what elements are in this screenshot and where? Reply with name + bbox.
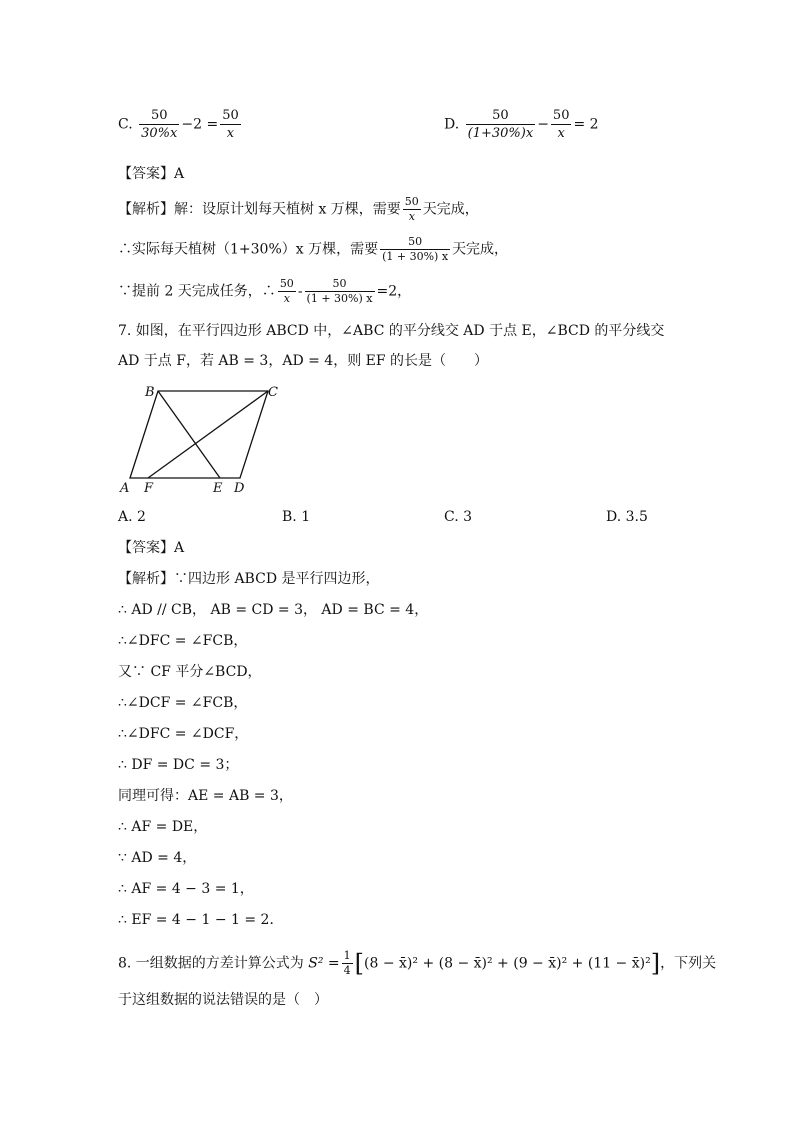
vertex-label-a: A xyxy=(120,481,130,496)
fraction xyxy=(220,108,241,141)
fraction xyxy=(380,236,450,263)
q7-option-d: D. 3.5 xyxy=(606,509,648,525)
fraction xyxy=(278,278,296,305)
fraction-numerator: 50 xyxy=(150,108,168,123)
point-label-f: F xyxy=(144,481,154,496)
text: 【解析】解：设原计划每天植树 x 万棵，需要 xyxy=(118,201,401,218)
fraction-denominator: x xyxy=(403,209,421,223)
vertex-label-c: C xyxy=(268,385,278,400)
fraction xyxy=(403,196,421,223)
fraction-numerator: 50 xyxy=(408,235,423,248)
q7-solution-line: ∴∠DCF = ∠FCB， xyxy=(118,695,248,711)
fraction-numerator: 50 xyxy=(222,108,239,123)
fraction-denominator: 30%x xyxy=(141,126,178,141)
bisector-be xyxy=(158,391,220,478)
q7-solution-line: ∴∠DFC = ∠DCF， xyxy=(118,726,249,742)
math-operator: - xyxy=(297,283,303,300)
fraction xyxy=(466,108,536,141)
fraction-numerator: 50 xyxy=(332,277,347,290)
bracket-right: ] xyxy=(650,949,661,978)
text: ，下列关 xyxy=(660,955,717,972)
fraction xyxy=(305,278,375,305)
q7-option-c: C. 3 xyxy=(444,509,473,525)
q7-option-b: B. 1 xyxy=(282,509,311,525)
text: ∴实际每天植树（1+30%）x 万棵，需要 xyxy=(118,241,379,258)
text: =2， xyxy=(376,283,412,300)
fraction-denominator: 4 xyxy=(343,964,351,977)
q8-stem-line1 xyxy=(118,950,716,977)
fraction-denominator: x xyxy=(551,124,572,141)
fraction xyxy=(139,108,179,141)
q7-option-a: A. 2 xyxy=(118,509,146,525)
bisector-cf xyxy=(148,391,268,478)
fraction-numerator: 50 xyxy=(492,108,509,123)
parallelogram-figure xyxy=(118,380,288,498)
option-label: D. xyxy=(444,116,460,133)
fraction-denominator: (1+30%)x xyxy=(467,126,534,141)
fraction-denominator: (1 + 30%) x xyxy=(306,292,373,305)
text: ∵提前 2 天完成任务，∴ xyxy=(118,283,276,300)
vertex-label-b: B xyxy=(145,385,155,400)
q7-solution-line: ∴∠DFC = ∠FCB， xyxy=(118,633,248,649)
point-label-e: E xyxy=(213,481,223,496)
q7-solution-line: ∵ AD = 4， xyxy=(118,850,197,866)
math-operator: − xyxy=(537,116,549,133)
q7-stem-line1: 7. 如图，在平行四边形 ABCD 中，∠ABC 的平分线交 AD 于点 E，∠BCD 的平分线交 xyxy=(118,323,665,339)
q6-answer: 【答案】A xyxy=(118,166,185,182)
q7-solution-line: 同理可得：AE = AB = 3， xyxy=(118,788,293,804)
q7-solution-line: ∴ AD // CB， AB = CD = 3， AD = BC = 4， xyxy=(118,602,429,618)
parallelogram-abcd xyxy=(130,391,268,478)
q6-analysis-line3 xyxy=(118,278,411,305)
fraction-denominator: x xyxy=(220,124,241,141)
fraction-numerator: 50 xyxy=(279,277,294,290)
q7-solution-line: 【解析】∵四边形 ABCD 是平行四边形， xyxy=(118,571,380,587)
q7-solution-line: ∴ AF = 4 − 3 = 1， xyxy=(118,881,254,897)
fraction xyxy=(342,950,353,977)
text: 天完成， xyxy=(452,241,509,258)
formula-body: (8 − x̄)² + (8 − x̄)² + (9 − x̄)² + (11 − x̄)² xyxy=(364,955,651,972)
q6-option-c xyxy=(118,108,243,141)
q8-stem-line2: 于这组数据的说法错误的是（ ） xyxy=(118,992,328,1008)
vertex-label-d: D xyxy=(234,481,245,496)
q6-analysis-line2 xyxy=(118,236,508,263)
math-operator: = 2 xyxy=(573,116,599,133)
q7-stem-line2: AD 于点 F，若 AB = 3，AD = 4，则 EF 的长是（ ） xyxy=(118,353,489,369)
fraction-numerator: 50 xyxy=(552,108,570,123)
text: 8. 一组数据的方差计算公式为 xyxy=(118,955,304,972)
fraction-denominator: x xyxy=(278,291,296,305)
fraction xyxy=(551,108,572,141)
q7-solution-line: ∴ EF = 4 − 1 − 1 = 2． xyxy=(118,912,284,928)
q6-analysis-line1 xyxy=(118,196,479,223)
q7-answer: 【答案】A xyxy=(118,540,185,556)
q6-option-d xyxy=(444,108,599,141)
text: 天完成， xyxy=(422,201,479,218)
math-operator: −2 = xyxy=(181,116,219,133)
fraction-denominator: (1 + 30%) x xyxy=(382,250,449,263)
bracket-left: [ xyxy=(354,949,365,978)
q7-solution-line: 又∵ CF 平分∠BCD， xyxy=(118,664,262,680)
fraction-numerator: 1 xyxy=(343,949,351,962)
q7-solution-line: ∴ AF = DE， xyxy=(118,819,208,835)
fraction-numerator: 50 xyxy=(404,195,419,208)
formula-lhs: S² = xyxy=(308,955,340,972)
option-label: C. xyxy=(118,116,133,133)
q7-solution-line: ∴ DF = DC = 3； xyxy=(118,757,239,773)
